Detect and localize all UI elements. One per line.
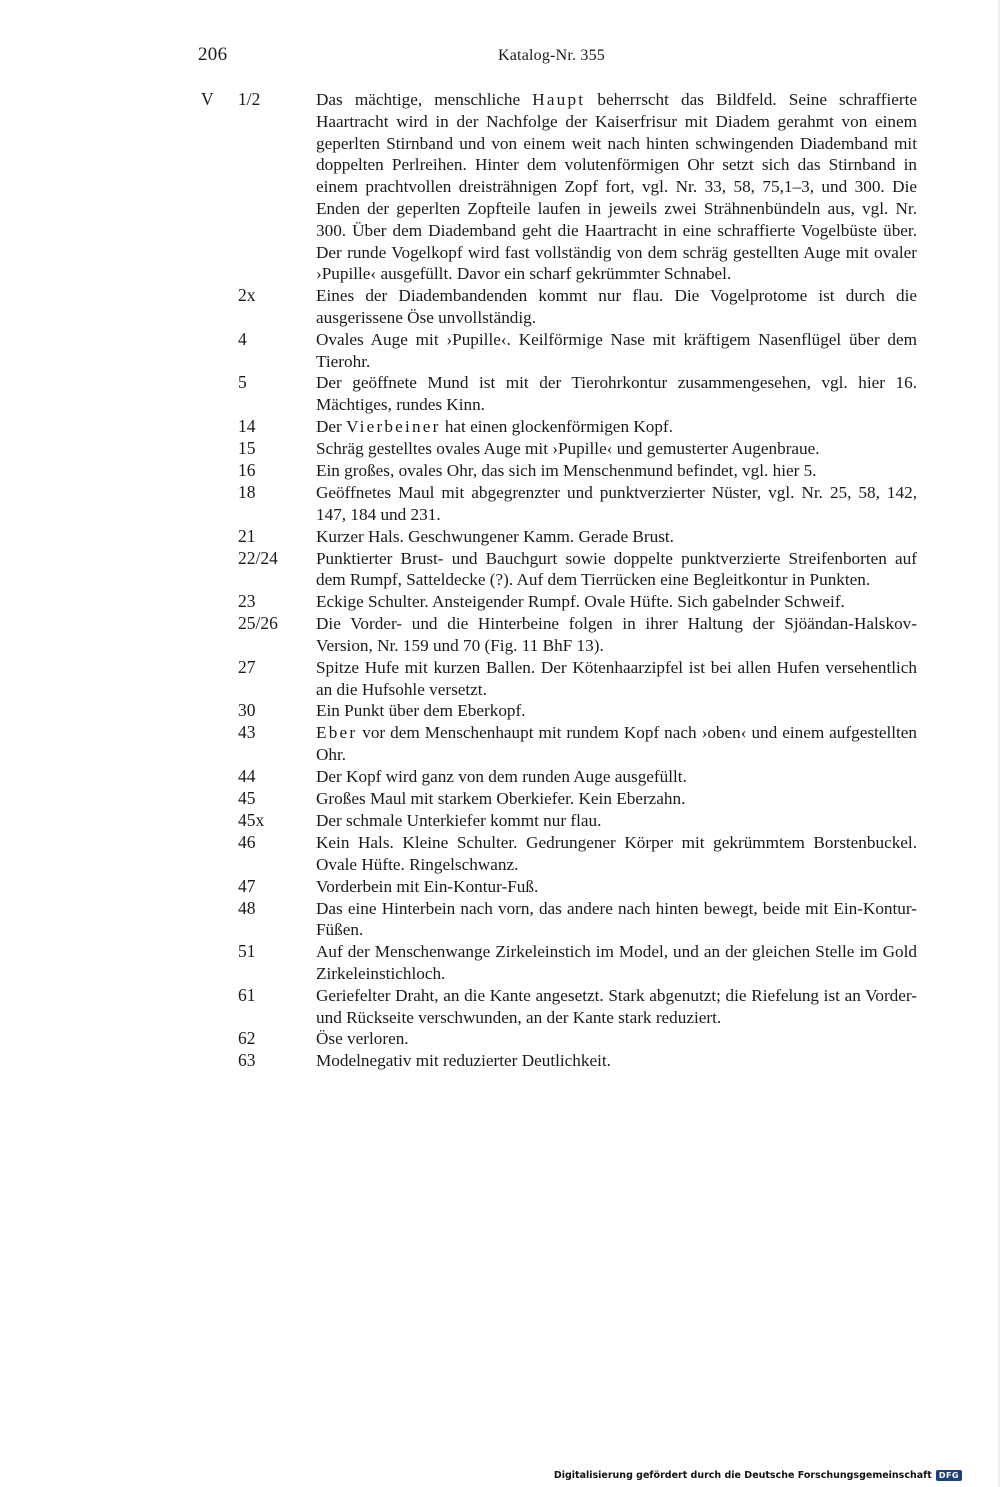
entry-text-part: hat einen glockenförmigen Kopf. <box>440 416 673 436</box>
entry-text <box>316 766 917 788</box>
dfg-logo-icon: DFG <box>936 1470 962 1481</box>
entry-number: 30 <box>238 700 256 721</box>
catalog-entry <box>0 482 1000 526</box>
entry-text <box>316 548 917 592</box>
entry-text <box>316 482 917 526</box>
entry-text-part: Spitze Hufe mit kurzen Ballen. Der Kötenhaarzipfel ist bei allen Hufen versehentlich an die Hufsohle versetzt. <box>316 657 917 699</box>
catalog-entry <box>0 941 1000 985</box>
entry-text <box>316 438 917 460</box>
entry-text <box>316 700 917 722</box>
entry-number: 16 <box>238 459 256 480</box>
entry-number: 18 <box>238 481 256 502</box>
entry-text-part: Öse verloren. <box>316 1029 409 1049</box>
entry-text-part: Der Kopf wird ganz von dem runden Auge ausgefüllt. <box>316 766 687 786</box>
entry-text <box>316 876 917 898</box>
entry-number: 21 <box>238 525 256 546</box>
digitization-credit <box>554 1470 962 1481</box>
entry-text <box>316 460 917 482</box>
entry-text-part: Kurzer Hals. Geschwungener Kamm. Gerade Brust. <box>316 526 674 546</box>
entry-text-part: Das eine Hinterbein nach vorn, das andere nach hinten bewegt, beide mit Ein-Kontur-Füßen. <box>316 898 917 940</box>
entry-text <box>316 613 917 657</box>
entry-text-part: Eckige Schulter. Ansteigender Rumpf. Ovale Hüfte. Sich gabelnder Schweif. <box>316 592 845 612</box>
entry-number: 23 <box>238 591 256 612</box>
catalog-entry <box>0 591 1000 613</box>
entry-number: 5 <box>238 372 247 393</box>
entry-text-part: Eines der Diadembandenden kommt nur flau. Die Vogelprotome ist durch die ausgerissene Öse unvollständig. <box>316 286 917 327</box>
catalog-entry <box>0 526 1000 548</box>
catalog-entry <box>0 810 1000 832</box>
entry-text-part: Vorderbein mit Ein-Kontur-Fuß. <box>316 876 539 896</box>
catalog-entries <box>0 89 1000 1072</box>
entry-text <box>316 788 917 810</box>
entry-text-part: Die Vorder- und die Hinterbeine folgen in ihrer Haltung der Sjöändan-Halskov-Version, Nr. 159 und 70 (Fig. 11 BhF 13). <box>316 614 917 655</box>
entry-text-part: Der <box>316 416 347 436</box>
entry-number: 14 <box>238 415 256 436</box>
entry-text-part: beherrscht das Bildfeld. Seine schraffierte Haartracht wird in der Nachfolge der Kaiserfrisur mit Diadem gerahmt von einem geperlten Stirnband und von einem weit nach hinten schwingenden Diademband mit doppelten Perlreihen. Hinter dem volutenförmigen Ohr setzt sich das Stirnband in einem prachtvollen dreisträhnigen Zopf fort, vgl. Nr. 33, 58, 75,1–3, und 300. Die Enden der geperlten Zopfteile laufen in jeweils zwei Strähnenbündeln aus, vgl. Nr. 300. Über dem Diademband geht die Haartracht in eine schraffierte Vogelbüste über. Der runde Vogelkopf wird fast vollständig von dem schräg gestellten Auge mit ovaler ›Pupille‹ ausgefüllt. Davor ein scharf gekrümmter Schnabel. <box>316 90 917 284</box>
entry-text <box>316 810 917 832</box>
entry-keyword: Vierbeiner <box>346 416 441 436</box>
entry-number: 44 <box>238 765 256 786</box>
catalog-entry <box>0 766 1000 788</box>
catalog-entry <box>0 722 1000 766</box>
page-number: 206 <box>198 44 228 65</box>
entry-number: 27 <box>238 656 256 677</box>
entry-number: 63 <box>238 1050 256 1071</box>
catalog-entry <box>0 700 1000 722</box>
catalog-entry <box>0 657 1000 701</box>
entry-text-part: Der schmale Unterkiefer kommt nur flau. <box>316 810 602 830</box>
entry-number: 15 <box>238 437 256 458</box>
entry-text-part: Punktierter Brust- und Bauchgurt sowie doppelte punktverzierte Streifenborten auf dem Rumpf, Satteldecke (?). Auf dem Tierrücken eine Begleitkontur in Punkten. <box>316 548 917 590</box>
entry-text <box>316 416 917 438</box>
entry-text <box>316 985 917 1029</box>
entry-text-part: Ein großes, ovales Ohr, das sich im Menschenmund befindet, vgl. hier 5. <box>316 460 817 480</box>
entry-number: 45x <box>238 809 265 830</box>
entry-text <box>316 898 917 942</box>
entry-number: 1/2 <box>238 89 261 109</box>
catalog-entry <box>0 898 1000 942</box>
entry-number: 43 <box>238 722 256 743</box>
catalog-entry <box>0 1028 1000 1050</box>
entry-number: 46 <box>238 831 256 852</box>
credit-text: Digitalisierung gefördert durch die Deutsche Forschungsgemeinschaft <box>553 1470 932 1481</box>
entry-text <box>316 591 917 613</box>
entry-text-part: Kein Hals. Kleine Schulter. Gedrungener Körper mit gekrümmtem Borstenbuckel. Ovale Hüfte. Ringelschwanz. <box>316 832 917 874</box>
entry-text-part: Ovales Auge mit ›Pupille‹. Keilförmige Nase mit kräftigem Nasenflügel über dem Tierohr. <box>316 329 917 371</box>
catalog-entry <box>0 613 1000 657</box>
running-head: Katalog-Nr. 355 <box>498 47 605 64</box>
entry-text-part: Das mächtige, menschliche <box>316 90 533 109</box>
entry-text <box>316 89 917 285</box>
entry-text <box>316 329 917 373</box>
entry-number: 25/26 <box>238 613 278 634</box>
entry-text <box>316 526 917 548</box>
catalog-entry <box>0 372 1000 416</box>
entry-text-part: Großes Maul mit starkem Oberkiefer. Kein Eberzahn. <box>316 788 686 808</box>
catalog-entry <box>0 416 1000 438</box>
entry-text <box>316 372 917 416</box>
catalog-entry <box>0 548 1000 592</box>
catalog-entry <box>0 460 1000 482</box>
entry-keyword: Haupt <box>532 90 586 109</box>
entry-number: 48 <box>238 897 256 918</box>
entry-text-part: vor dem Menschenhaupt mit rundem Kopf nach ›oben‹ und einem aufgestellten Ohr. <box>316 723 917 765</box>
entry-text-part: Geöffnetes Maul mit abgegrenzter und punktverzierter Nüster, vgl. Nr. 25, 58, 142, 147, 184 und 231. <box>316 482 917 524</box>
entry-text <box>316 1028 917 1050</box>
entry-text <box>316 941 917 985</box>
entry-text <box>316 1050 917 1072</box>
entry-text <box>316 722 917 766</box>
entry-text-part: Der geöffnete Mund ist mit der Tierohrkontur zusammengesehen, vgl. hier 16. Mächtiges, rundes Kinn. <box>316 373 917 415</box>
entry-number: 61 <box>238 984 256 1005</box>
catalog-entry <box>0 876 1000 898</box>
catalog-entry <box>0 329 1000 373</box>
catalog-entry <box>0 89 1000 285</box>
entry-text-part: Auf der Menschenwange Zirkeleinstich im Model, und an der gleichen Stelle im Gold Zirkeleinstichloch. <box>316 942 917 983</box>
entry-number: 47 <box>238 875 256 896</box>
catalog-entry <box>0 1050 1000 1072</box>
catalog-entry <box>0 788 1000 810</box>
entry-number: 2x <box>238 285 256 306</box>
catalog-entry <box>0 285 1000 329</box>
entry-text-part: Schräg gestelltes ovales Auge mit ›Pupille‹ und gemusterter Augenbraue. <box>316 438 820 458</box>
entry-text-part: Geriefelter Draht, an die Kante angesetzt. Stark abgenutzt; die Riefelung ist an Vorder- und Rückseite verschwunden, an der Kante stark reduziert. <box>316 985 917 1027</box>
entry-text-part: Modelnegativ mit reduzierter Deutlichkeit. <box>316 1051 611 1071</box>
entry-number: 62 <box>238 1028 256 1049</box>
entry-text-part: Ein Punkt über dem Eberkopf. <box>316 701 526 721</box>
entry-section: V <box>201 89 214 109</box>
catalog-entry <box>0 985 1000 1029</box>
entry-text <box>316 832 917 876</box>
entry-number: 45 <box>238 787 256 808</box>
entry-number: 22/24 <box>238 547 278 568</box>
entry-text <box>316 657 917 701</box>
entry-text <box>316 285 917 329</box>
entry-number: 4 <box>238 328 247 349</box>
entry-number: 51 <box>238 941 256 962</box>
entry-keyword: Eber <box>316 723 358 743</box>
catalog-entry <box>0 438 1000 460</box>
catalog-entry <box>0 832 1000 876</box>
